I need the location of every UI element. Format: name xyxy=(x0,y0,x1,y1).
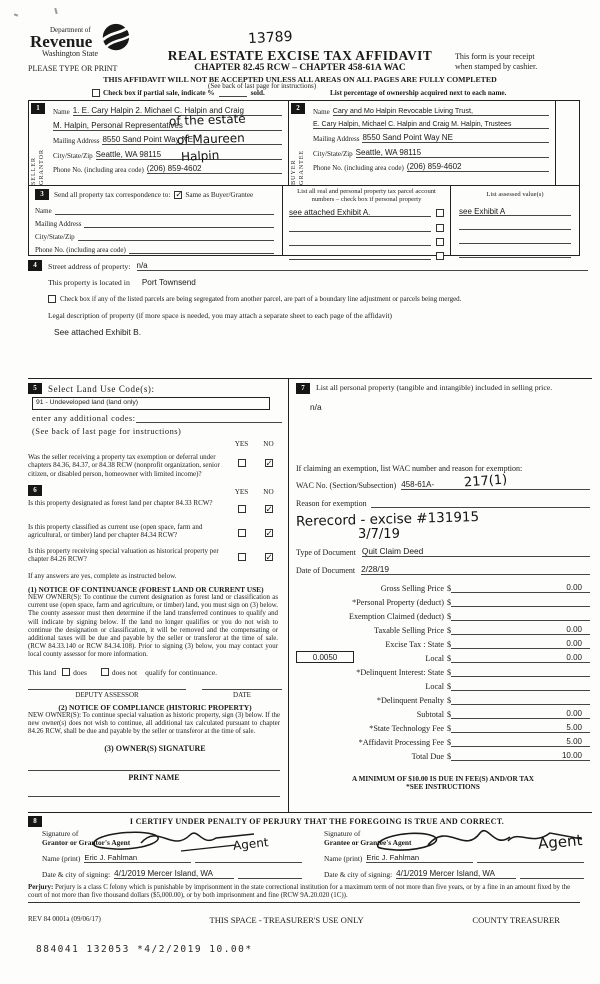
section3-badge: 3 xyxy=(35,189,49,200)
section2-badge: 2 xyxy=(291,103,305,114)
fee-label: *Delinquent Interest: State xyxy=(356,668,444,677)
fee-row-delinquent-interest-local xyxy=(296,677,590,691)
notice1-body: NEW OWNER(S): To continue the current designation as forest land or classification as current use (open space, farm and agriculture, or timber) land, you must sign on (3) below. The county assessor must then determine if the land transferred continues to qualify and will indicate by signing below. If the land no longer qualifies or you do not wish to continue the designation or classification, it will be removed and the compensating or additional taxes will be due and payable by the seller or transferor at the time of sale. (RCW 84.33.140 or RCW 84.34.108). Prior to signing (3) below, you may contact your local county assessor for more information. xyxy=(28,593,278,659)
located-row xyxy=(48,278,588,287)
fee-line xyxy=(451,694,590,705)
certify-statement: I CERTIFY UNDER PENALTY OF PERJURY THAT THE FOREGOING IS TRUE AND CORRECT. xyxy=(129,817,505,826)
fee-line xyxy=(451,708,590,719)
form-title: REAL ESTATE EXCISE TAX AFFIDAVIT xyxy=(167,48,433,63)
fee-label: Subtotal xyxy=(416,710,444,719)
section4-badge: 4 xyxy=(28,260,42,271)
sec6-question1-row xyxy=(28,499,282,518)
sec6-q1-yes-checkbox xyxy=(238,505,246,513)
parcel-line-3 xyxy=(289,237,431,246)
grantee-date-label: Date & city of signing: xyxy=(324,870,393,879)
additional-codes-line xyxy=(136,414,283,423)
wac-printed-value: 458-61A- xyxy=(401,480,443,490)
buyer-grantee-section xyxy=(289,101,555,185)
does-not-checkbox xyxy=(101,668,109,676)
buyer-name-label: Name xyxy=(313,108,330,116)
fee-line xyxy=(451,610,590,621)
parcel-checkbox-2 xyxy=(436,224,444,232)
fee-line xyxy=(451,596,590,607)
fee-value: 0.00 xyxy=(566,653,582,662)
buyer-address-value: 8550 Sand Point Way NE xyxy=(362,133,472,143)
fee-row-total-due xyxy=(296,747,590,761)
not-accepted-notice: THIS AFFIDAVIT WILL NOT BE ACCEPTED UNLESS ALL AREAS ON ALL PAGES ARE FULLY COMPLETED xyxy=(103,75,497,84)
parcel-value-1: see attached Exhibit A. xyxy=(289,208,431,217)
buyer-side-label-1: BUYER xyxy=(290,159,297,185)
sec6-q3-yes-checkbox xyxy=(238,553,246,561)
parcel-header-line1: List all real and personal property tax parcel account xyxy=(297,188,436,195)
document-date-value: 2/28/19 xyxy=(361,564,409,575)
perjury-label: Perjury: xyxy=(28,884,54,891)
fee-row-exemption-claimed xyxy=(296,607,590,621)
fee-line xyxy=(451,680,590,691)
grantee-date-value: 4/1/2019 Mercer Island, WA xyxy=(396,869,516,879)
receipt-note-line1: This form is your receipt xyxy=(455,52,535,61)
assessed-header: List assessed value(s) xyxy=(486,191,544,198)
ownership-percent-column xyxy=(555,101,579,185)
located-label: This property is located in xyxy=(48,278,130,287)
section3-band xyxy=(28,186,580,256)
deputy-assessor-label: DEPUTY ASSESSOR xyxy=(75,690,139,699)
fee-value: 0.00 xyxy=(566,583,582,592)
see-back-note: (See back of last page for instructions) xyxy=(208,82,317,90)
parcel-checkbox-4 xyxy=(436,252,444,260)
fee-label: *Personal Property (deduct) xyxy=(352,598,444,607)
print-name-label: PRINT NAME xyxy=(128,773,180,783)
parcel-line-4 xyxy=(289,251,431,260)
fee-row-personal-property xyxy=(296,593,590,607)
dollar-sign: $ xyxy=(447,710,452,719)
legal-description-value: See attached Exhibit B. xyxy=(54,327,142,337)
fee-line xyxy=(451,666,590,677)
if-yes-note: If any answers are yes, complete as instructed below. xyxy=(28,571,177,580)
assessed-value-1: see Exhibit A xyxy=(459,207,571,216)
grantee-sig-label-1: Signature of xyxy=(324,829,361,838)
fee-row-subtotal xyxy=(296,705,590,719)
fee-label: Gross Selling Price xyxy=(380,584,444,593)
dollar-sign: $ xyxy=(447,668,452,677)
local-rate-box: 0.0050 xyxy=(296,651,354,663)
fee-line xyxy=(451,652,590,663)
corr-csz-line xyxy=(78,232,274,241)
fee-line xyxy=(451,582,590,593)
fee-label: *State Technology Fee xyxy=(369,724,444,733)
does-checkbox xyxy=(62,668,70,676)
section1-badge: 1 xyxy=(31,103,45,114)
seller-name-line2: M. Halpin, Personal Representatives xyxy=(53,121,213,131)
seller-csz-label: City/State/Zip xyxy=(53,151,93,160)
fee-line xyxy=(451,736,590,747)
form-subtitle: CHAPTER 82.45 RCW – CHAPTER 458-61A WAC xyxy=(194,63,406,73)
sec5-yes-no-header xyxy=(28,440,282,448)
sec6-yes-label: YES xyxy=(234,487,249,496)
corr-csz-label: City/State/Zip xyxy=(35,233,75,241)
does-label: does xyxy=(73,667,87,677)
document-type-value: Quit Claim Deed xyxy=(362,546,450,557)
parcel-numbers-column xyxy=(283,186,451,255)
see-back-instructions: (See back of last page for instructions) xyxy=(32,427,182,436)
seller-address-label: Mailing Address xyxy=(53,137,100,145)
grantor-name-label: Name (print) xyxy=(42,854,81,863)
fee-row-affidavit-processing xyxy=(296,733,590,747)
seller-handwriting-3: Halpin xyxy=(180,148,220,164)
fee-value: 5.00 xyxy=(566,723,582,732)
fee-row-state-technology xyxy=(296,719,590,733)
left-column xyxy=(28,379,288,812)
see-instructions-note: *SEE INSTRUCTIONS xyxy=(406,783,480,791)
dollar-sign: $ xyxy=(447,724,452,733)
grantor-date-rule xyxy=(238,870,302,879)
sec5-yes-label: YES xyxy=(234,440,249,448)
partial-sale-label: Check box if partial sale, indicate % xyxy=(103,89,215,97)
dollar-sign: $ xyxy=(447,612,452,621)
logo-dept-text: Department of xyxy=(50,26,91,34)
sec6-q2-yes-checkbox xyxy=(238,529,246,537)
sec5-no-checkbox xyxy=(265,459,273,467)
sec6-no-label: NO xyxy=(263,487,274,496)
grantor-sig-handwriting: Agent xyxy=(232,835,270,853)
grantor-date-value: 4/1/2019 Mercer Island, WA xyxy=(114,869,234,879)
located-value: Port Townsend xyxy=(141,278,196,287)
same-as-buyer-label: Same as Buyer/Grantee xyxy=(185,190,254,199)
print-name-line xyxy=(28,796,280,797)
receipt-note xyxy=(455,52,580,72)
land-use-title: Select Land Use Code(s): xyxy=(48,383,155,394)
buyer-address-rule xyxy=(472,134,549,143)
qualify-label: qualify for continuance. xyxy=(145,667,217,677)
dollar-sign: $ xyxy=(447,752,452,761)
corr-phone-line xyxy=(129,245,274,254)
buyer-name-line2: E. Cary Halpin, Michael C. Halpin and Craig M. Halpin, Trustees xyxy=(313,121,549,129)
seller-side-label-1: SELLER xyxy=(30,157,37,185)
fee-row-excise-local xyxy=(296,649,590,663)
revenue-swirl-icon xyxy=(100,22,132,54)
stray-mark xyxy=(14,13,18,16)
segregated-label: Check box if any of the listed parcels are being segregated from another parcel, are part of a boundary line adjustment or parcels being merged. xyxy=(60,295,462,303)
corr-phone-label: Phone No. (including area code) xyxy=(35,246,126,254)
fee-label: Total Due xyxy=(411,752,444,761)
sec6-q3-no-checkbox xyxy=(265,553,273,561)
grantee-sig-label-2: Grantee or Grantee's Agent xyxy=(324,838,412,847)
fee-row-gross xyxy=(296,579,590,593)
buyer-side-label xyxy=(290,125,306,185)
seller-grantor-section xyxy=(29,101,289,185)
segregated-checkbox xyxy=(48,295,56,303)
dollar-sign: $ xyxy=(447,584,452,593)
assessor-date-label: DATE xyxy=(233,690,251,699)
logo-state-text: Washington State xyxy=(42,49,99,58)
document-type-label: Type of Document xyxy=(296,548,356,557)
sec6-question2-text: Is this property classified as current use (open space, farm and agricultural, or timber) land per chapter 84.34 RCW? xyxy=(28,522,203,540)
sec5-question-text: Was the seller receiving a property tax exemption or deferral under chapters 84.36, 84.37, or 84.38 RCW (nonprofit organization, senior citizen, or disabled person, homeowner with limited income)? xyxy=(28,453,220,478)
assessed-line-3 xyxy=(459,235,571,244)
fee-label: Local xyxy=(425,682,444,691)
fee-row-taxable xyxy=(296,621,590,635)
county-treasurer-label: COUNTY TREASURER xyxy=(472,915,560,925)
corr-name-label: Name xyxy=(35,207,52,215)
parcel-checkbox-1 xyxy=(436,209,444,217)
deputy-assessor-line xyxy=(28,689,186,690)
dollar-sign: $ xyxy=(447,640,452,649)
logo-revenue-text: Revenue xyxy=(30,32,93,51)
personal-property-title: List all personal property (tangible and intangible) included in selling price. xyxy=(316,383,553,392)
sec6-question3-text: Is this property receiving special valuation as historical property per chapter 84.26 RCW? xyxy=(28,546,219,564)
dollar-sign: $ xyxy=(447,626,452,635)
does-not-label: does not xyxy=(111,667,138,677)
minimum-due-note: A MINIMUM OF $10.00 IS DUE IN FEE(S) AND/OR TAX xyxy=(352,775,534,783)
additional-codes-label: enter any additional codes: xyxy=(32,414,136,423)
grantor-name-value: Eric J. Fahlman xyxy=(84,853,191,863)
reason-exemption-label: Reason for exemption xyxy=(296,499,367,508)
ownership-note: List percentage of ownership acquired next to each name. xyxy=(330,89,507,97)
sec6-q1-no-checkbox xyxy=(265,505,273,513)
corr-name-line xyxy=(55,206,274,215)
fee-value: 0.00 xyxy=(566,709,582,718)
notice1-title: (1) NOTICE OF CONTINUANCE (FOREST LAND OR CURRENT USE) xyxy=(28,584,264,594)
fee-line xyxy=(451,722,590,733)
segregated-row xyxy=(48,295,588,303)
buyer-csz-value: Seattle, WA 98115 xyxy=(356,148,446,158)
fee-label: Taxable Selling Price xyxy=(374,626,444,635)
owners-signature-heading: (3) OWNER(S) SIGNATURE xyxy=(104,744,206,754)
sec5-no-label: NO xyxy=(263,440,274,448)
this-land-label: This land xyxy=(28,667,57,677)
partial-sale-row xyxy=(92,89,265,97)
footer-row xyxy=(28,915,588,925)
grantor-sig-label-1: Signature of xyxy=(42,829,79,838)
grantor-sig-label-2: Grantor or Grantor's Agent xyxy=(42,838,131,847)
perjury-text: Perjury is a class C felony which is punishable by imprisonment in the state correctional institution for a maximum term of not more than five years, or by a fine in an amount fixed by the court of not more than five thousand dollars ($5,000.00), or by both imprisonment and fine (RCW 9A.20.020 (1C)). xyxy=(28,884,571,900)
fee-line xyxy=(451,638,590,649)
parties-box xyxy=(28,100,580,186)
corr-address-label: Mailing Address xyxy=(35,220,82,228)
corr-address-line xyxy=(84,219,274,228)
stray-mark xyxy=(54,8,57,14)
land-use-select: 91 - Undeveloped land (land only) xyxy=(32,397,270,410)
dollar-sign: $ xyxy=(447,696,452,705)
property-location-section xyxy=(28,260,588,337)
right-column xyxy=(288,379,592,812)
type-or-print-label: PLEASE TYPE OR PRINT xyxy=(28,64,118,73)
fee-label: Exemption Claimed (deduct) xyxy=(348,612,444,621)
seller-side-label-2: GRANTOR xyxy=(38,149,45,185)
buyer-phone-value: (206) 859-4602 xyxy=(407,162,549,172)
same-as-buyer-checkbox xyxy=(174,191,182,199)
wac-handwritten-value: 217(1) xyxy=(463,472,508,491)
sec6-question1-text: Is this property designated as forest land per chapter 84.33 RCW? xyxy=(28,498,213,507)
street-address-label: Street address of property: xyxy=(48,262,131,271)
personal-property-value: n/a xyxy=(310,402,322,412)
grantee-date-rule xyxy=(520,870,584,879)
street-address-rule xyxy=(167,262,589,271)
grantee-name-value: Eric J. Fahlman xyxy=(366,853,473,863)
sec6-yes-no-header xyxy=(228,488,282,496)
sec6-q2-no-checkbox xyxy=(265,529,273,537)
dollar-sign: $ xyxy=(447,598,452,607)
wac-label: WAC No. (Section/Subsection) xyxy=(296,481,397,490)
seller-csz-value: Seattle, WA 98115 xyxy=(96,150,186,160)
section5-badge: 5 xyxy=(28,383,42,394)
assessed-line-4 xyxy=(459,249,571,258)
fee-label: *Delinquent Penalty xyxy=(376,696,444,705)
seller-phone-label: Phone No. (including area code) xyxy=(53,166,144,174)
grantee-signature-block xyxy=(310,829,592,879)
reason-handwritten-line2: 3/7/19 xyxy=(358,527,400,542)
parcel-line-2 xyxy=(289,223,431,232)
partial-sale-percent-line xyxy=(219,89,247,97)
fee-line xyxy=(451,750,590,761)
document-type-rule xyxy=(450,547,590,557)
seller-name-line1: 1. E. Cary Halpin 2. Michael C. Halpin and Craig xyxy=(73,106,282,116)
main-two-columns xyxy=(28,378,592,812)
assessor-signature-lines xyxy=(28,689,282,690)
fee-line xyxy=(451,624,590,635)
buyer-side-label-2: GRANTEE xyxy=(298,150,305,185)
notice2-body: NEW OWNER(S): To continue special valuation as historic property, sign (3) below. If the new owner(s) does not wish to continue, all additional tax calculated pursuant to chapter 84.26 RCW, shall be due and payable by the seller or transferor at the time of sale. xyxy=(28,711,280,735)
form-revision-number: REV 84 0001a (09/06/17) xyxy=(28,915,101,923)
buyer-address-label: Mailing Address xyxy=(313,135,360,143)
tax-correspondence-section xyxy=(29,186,283,255)
sec6-question3-row xyxy=(28,547,282,566)
section7-badge: 7 xyxy=(296,383,310,394)
dollar-sign: $ xyxy=(447,738,452,747)
dollar-sign: $ xyxy=(447,654,452,663)
fee-label: Local xyxy=(425,654,444,663)
fee-value: 5.00 xyxy=(566,737,582,746)
wac-rule-2 xyxy=(533,480,590,490)
section6-badge: 6 xyxy=(28,485,42,496)
fee-value: 0.00 xyxy=(566,639,582,648)
fee-row-delinquent-interest-state xyxy=(296,663,590,677)
buyer-csz-rule xyxy=(446,149,549,158)
seller-side-label xyxy=(30,125,46,185)
perjury-notice xyxy=(28,884,580,903)
fee-value: 0.00 xyxy=(566,625,582,634)
fee-label: Excise Tax : State xyxy=(385,640,444,649)
send-correspondence-label: Send all property tax correspondence to: xyxy=(54,190,171,199)
sec5-yes-checkbox xyxy=(238,459,246,467)
notice2-title: (2) NOTICE OF COMPLIANCE (HISTORIC PROPERTY) xyxy=(58,702,252,712)
sold-label: sold. xyxy=(250,89,265,97)
section8-badge: 8 xyxy=(28,816,42,827)
dollar-sign: $ xyxy=(447,682,452,691)
certification-section xyxy=(28,812,592,879)
fee-row-excise-state xyxy=(296,635,590,649)
fee-label: *Affidavit Processing Fee xyxy=(358,738,444,747)
reason-handwritten-line1: Rerecord - excise #131915 xyxy=(295,509,480,530)
grantee-name-label: Name (print) xyxy=(324,854,363,863)
receipt-note-line2: when stamped by cashier. xyxy=(455,62,538,71)
owners-signature-line xyxy=(28,770,280,771)
assessed-values-column xyxy=(451,186,579,255)
street-address-value: n/a xyxy=(137,261,167,271)
parcel-checkbox-3 xyxy=(436,238,444,246)
seller-phone-value: (206) 859-4602 xyxy=(147,164,282,174)
grantee-sig-handwriting: Agent xyxy=(537,831,584,853)
parcel-header-line2: numbers – check box if personal property xyxy=(311,195,422,203)
treasurer-space-label: THIS SPACE - TREASURER'S USE ONLY xyxy=(209,915,364,925)
this-land-row xyxy=(28,668,282,677)
legal-description-label: Legal description of property (if more space is needed, you may attach a separate sheet to each page of the affidavit) xyxy=(48,311,392,320)
grantor-date-label: Date & city of signing: xyxy=(42,870,111,879)
treasurer-stamp: 884041 132053 *4/2/2019 10.00* xyxy=(36,944,253,955)
seller-handwriting-1: of the estate xyxy=(168,111,246,129)
document-date-rule xyxy=(409,565,590,575)
fee-table xyxy=(296,579,590,761)
grantor-signature-block xyxy=(28,829,310,879)
buyer-phone-label: Phone No. (including area code) xyxy=(313,164,404,172)
revenue-logo xyxy=(30,26,132,58)
fee-row-delinquent-penalty xyxy=(296,691,590,705)
partial-sale-checkbox xyxy=(92,89,100,97)
seller-address-value: 8550 Sand Point Way NE xyxy=(102,135,212,145)
sec6-question2-row xyxy=(28,523,282,542)
buyer-csz-label: City/State/Zip xyxy=(313,149,353,158)
claim-exemption-note: If claiming an exemption, list WAC number and reason for exemption: xyxy=(296,464,523,473)
document-date-label: Date of Document xyxy=(296,566,356,575)
handwritten-receipt-number: 13789 xyxy=(247,28,293,48)
assessed-line-2 xyxy=(459,221,571,230)
assessor-date-line xyxy=(202,689,282,690)
fee-value: 10.00 xyxy=(561,751,582,760)
buyer-name-line1: Cary and Mo Halpin Revocable Living Trust, xyxy=(333,106,549,116)
seller-name-label: Name xyxy=(53,108,70,116)
seller-handwriting-2: of Maureen xyxy=(176,130,245,148)
sec5-question-row xyxy=(28,453,282,478)
